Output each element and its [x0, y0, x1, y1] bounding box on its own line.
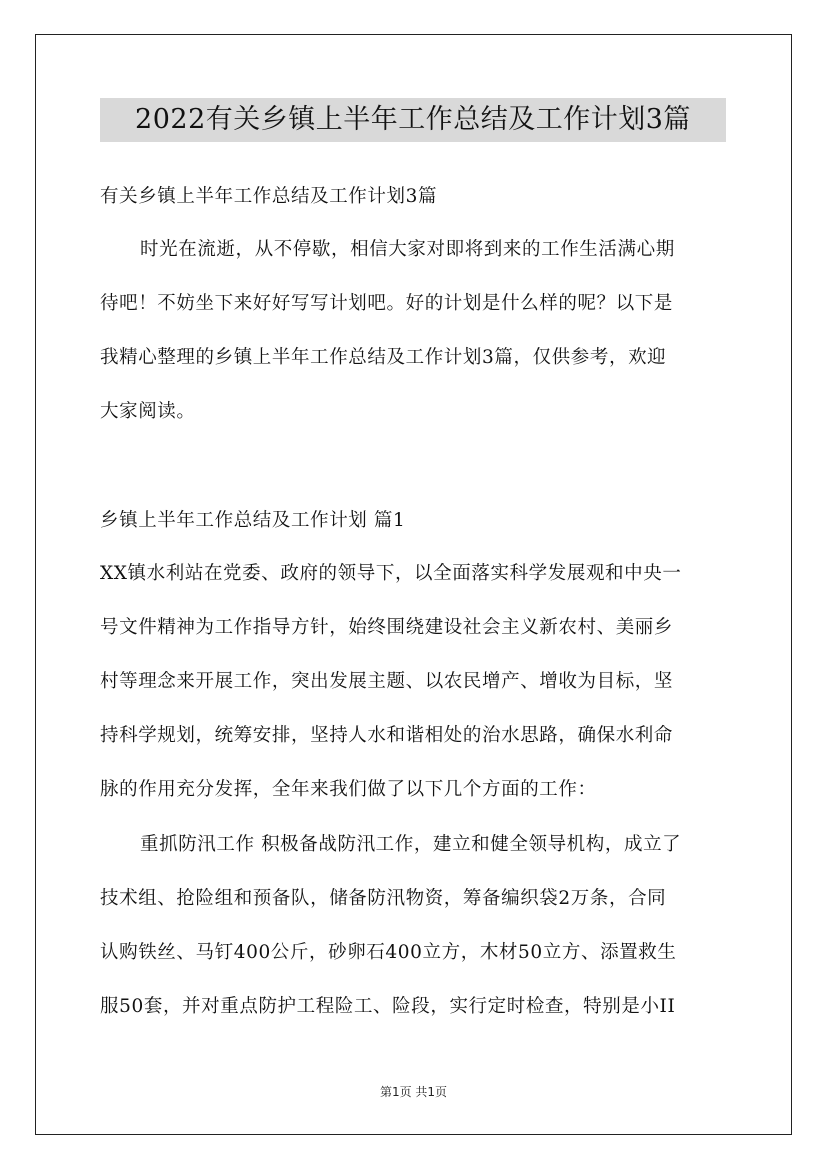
body-line: 技术组、抢险组和预备队，储备防汛物资，筹备编织袋2万条，合同 — [100, 888, 667, 909]
intro-line: 我精心整理的乡镇上半年工作总结及工作计划3篇，仅供参考，欢迎 — [100, 347, 667, 368]
body-line: 号文件精神为工作指导方针，始终围绕建设社会主义新农村、美丽乡 — [100, 617, 674, 638]
section-heading: 乡镇上半年工作总结及工作计划 篇1 — [100, 510, 406, 531]
body-line: 持科学规划，统筹安排，坚持人水和谐相处的治水思路，确保水利命 — [100, 725, 674, 746]
body-line: 服50套，并对重点防护工程险工、险段，实行定时检查，特别是小II — [100, 996, 676, 1017]
intro-line: 待吧！不妨坐下来好好写写计划吧。好的计划是什么样的呢？以下是 — [100, 293, 674, 314]
body-line: 村等理念来开展工作，突出发展主题、以农民增产、增收为目标，坚 — [100, 671, 674, 692]
body-line: XX镇水利站在党委、政府的领导下，以全面落实科学发展观和中央一 — [100, 563, 682, 584]
document-title: 2022有关乡镇上半年工作总结及工作计划3篇 — [100, 98, 726, 142]
intro-line: 大家阅读。 — [100, 401, 196, 422]
body-line: 重抓防汛工作 积极备战防汛工作，建立和健全领导机构，成立了 — [140, 834, 682, 855]
document-subtitle: 有关乡镇上半年工作总结及工作计划3篇 — [100, 186, 438, 207]
body-line: 脉的作用充分发挥，全年来我们做了以下几个方面的工作： — [100, 779, 597, 800]
page-number-footer: 第1页 共1页 — [379, 1085, 448, 1099]
body-line: 认购铁丝、马钉400公斤，砂卵石400立方，木材50立方、添置救生 — [100, 942, 677, 963]
intro-line: 时光在流逝，从不停歇，相信大家对即将到来的工作生活满心期 — [140, 239, 675, 260]
